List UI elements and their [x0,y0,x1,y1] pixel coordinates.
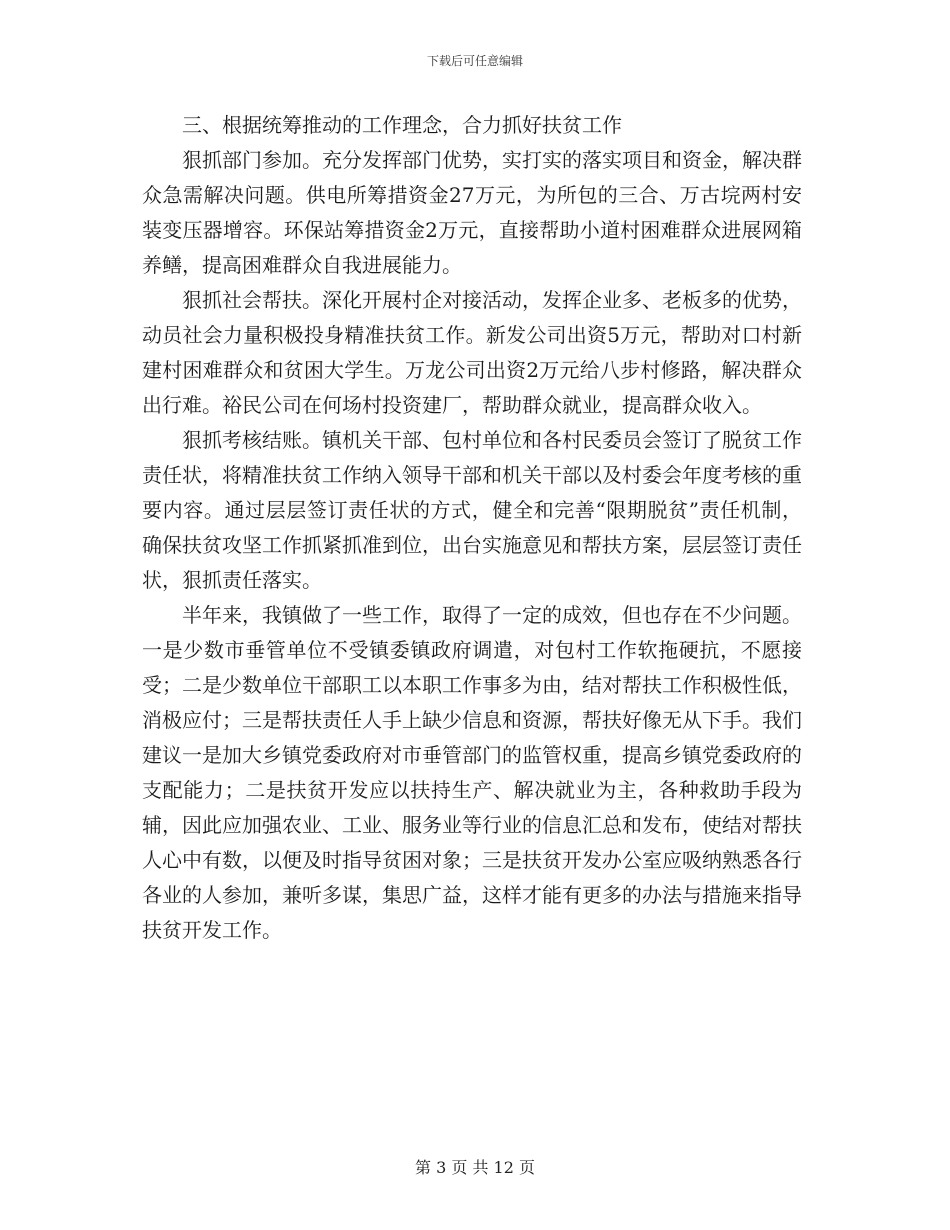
paragraph-assessment: 狠抓考核结账。镇机关干部、包村单位和各村民委员会签订了脱贫工作责任状，将精准扶贫工作纳入领导干部和机关干部以及村委会年度考核的重要内容。通过层层签订责任状的方式，健全和完善“限期脱贫”责任机制，确保扶贫攻坚工作抓紧抓准到位，出台实施意见和帮扶方案，层层签订责任状，狠抓责任落实。 [142,428,802,592]
page-number: 第 3 页 共 12 页 [415,1158,535,1177]
document-body [142,108,802,948]
paragraph-social-support: 狠抓社会帮扶。深化开展村企对接活动，发挥企业多、老板多的优势，动员社会力量积极投身精准扶贫工作。新发公司出资5万元，帮助对口村新建村困难群众和贫困大学生。万龙公司出资2万元给八步村修路，解决群众出行难。裕民公司在何场村投资建厂，帮助群众就业，提高群众收入。 [142,288,802,417]
section-heading: 三、根据统筹推动的工作理念，合力抓好扶贫工作 [182,113,622,137]
paragraph-summary-issues: 半年来，我镇做了一些工作，取得了一定的成效，但也存在不少问题。一是少数市垂管单位不受镇委镇政府调遣，对包村工作软拖硬抗，不愿接受；二是少数单位干部职工以本职工作事多为由，结对帮扶工作积极性低，消极应付；三是帮扶责任人手上缺少信息和资源，帮扶好像无从下手。我们建议一是加大乡镇党委政府对市垂管部门的监管权重，提高乡镇党委政府的支配能力；二是扶贫开发应以扶持生产、解决就业为主，各种救助手段为辅，因此应加强农业、工业、服务业等行业的信息汇总和发布，使结对帮扶人心中有数，以便及时指导贫困对象；三是扶贫开发办公室应吸纳熟悉各行各业的人参加，兼听多谋，集思广益，这样才能有更多的办法与措施来指导扶贫开发工作。 [142,603,802,942]
page-header-note: 下载后可任意编辑 [426,54,523,68]
paragraph-department: 狠抓部门参加。充分发挥部门优势，实打实的落实项目和资金，解决群众急需解决问题。供电所筹措资金27万元，为所包的三合、万古垸两村安装变压器增容。环保站筹措资金2万元，直接帮助小道村困难群众进展网箱养鳝，提高困难群众自我进展能力。 [142,148,802,277]
